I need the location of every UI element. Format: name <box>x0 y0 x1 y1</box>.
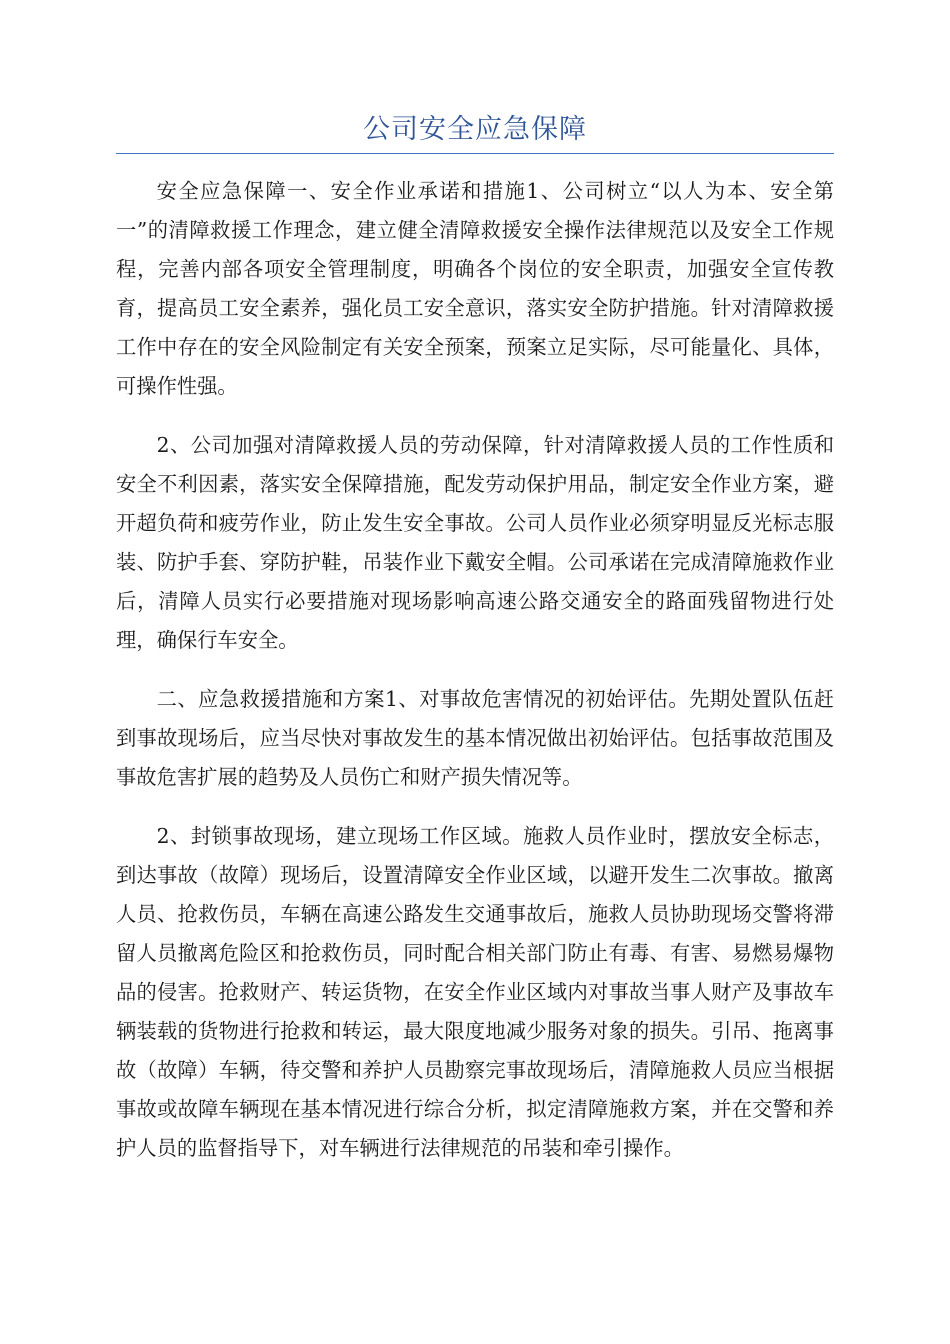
paragraph-2: 2、公司加强对清障救援人员的劳动保障，针对清障救援人员的工作性质和安全不利因素，落实安全保障措施，配发劳动保护用品，制定安全作业方案，避开超负荷和疲劳作业，防止发生安全事故。公司人员作业必须穿明显反光标志服装、防护手套、穿防护鞋，吊装作业下戴安全帽。公司承诺在完成清障施救作业后，清障人员实行必要措施对现场影响高速公路交通安全的路面残留物进行处理，确保行车安全。 <box>116 433 834 652</box>
document-title: 公司安全应急保障 <box>363 114 587 145</box>
paragraph-1: 安全应急保障一、安全作业承诺和措施1、公司树立“以人为本、安全第一”的清障救援工作理念，建立健全清障救援安全操作法律规范以及安全工作规程，完善内部各项安全管理制度，明确各个岗位的安全职责，加强安全宣传教育，提高员工安全素养，强化员工安全意识，落实安全防护措施。针对清障救援工作中存在的安全风险制定有关安全预案，预案立足实际，尽可能量化、具体，可操作性强。 <box>116 179 834 398</box>
document-body <box>116 172 834 1188</box>
title-underline <box>116 153 834 154</box>
paragraph-3: 二、应急救援措施和方案1、对事故危害情况的初始评估。先期处置队伍赶到事故现场后，应当尽快对事故发生的基本情况做出初始评估。包括事故范围及事故危害扩展的趋势及人员伤亡和财产损失情况等。 <box>116 687 834 789</box>
paragraph-4: 2、封锁事故现场，建立现场工作区域。施救人员作业时，摆放安全标志，到达事故（故障）现场后，设置清障安全作业区域，以避开发生二次事故。撤离人员、抢救伤员，车辆在高速公路发生交通事故后，施救人员协助现场交警将滞留人员撤离危险区和抢救伤员，同时配合相关部门防止有毒、有害、易燃易爆物品的侵害。抢救财产、转运货物，在安全作业区域内对事故当事人财产及事故车辆装载的货物进行抢救和转运，最大限度地减少服务对象的损失。引吊、拖离事故（故障）车辆，待交警和养护人员勘察完事故现场后，清障施救人员应当根据事故或故障车辆现在基本情况进行综合分析，拟定清障施救方案，并在交警和养护人员的监督指导下，对车辆进行法律规范的吊装和牵引操作。 <box>116 824 834 1160</box>
